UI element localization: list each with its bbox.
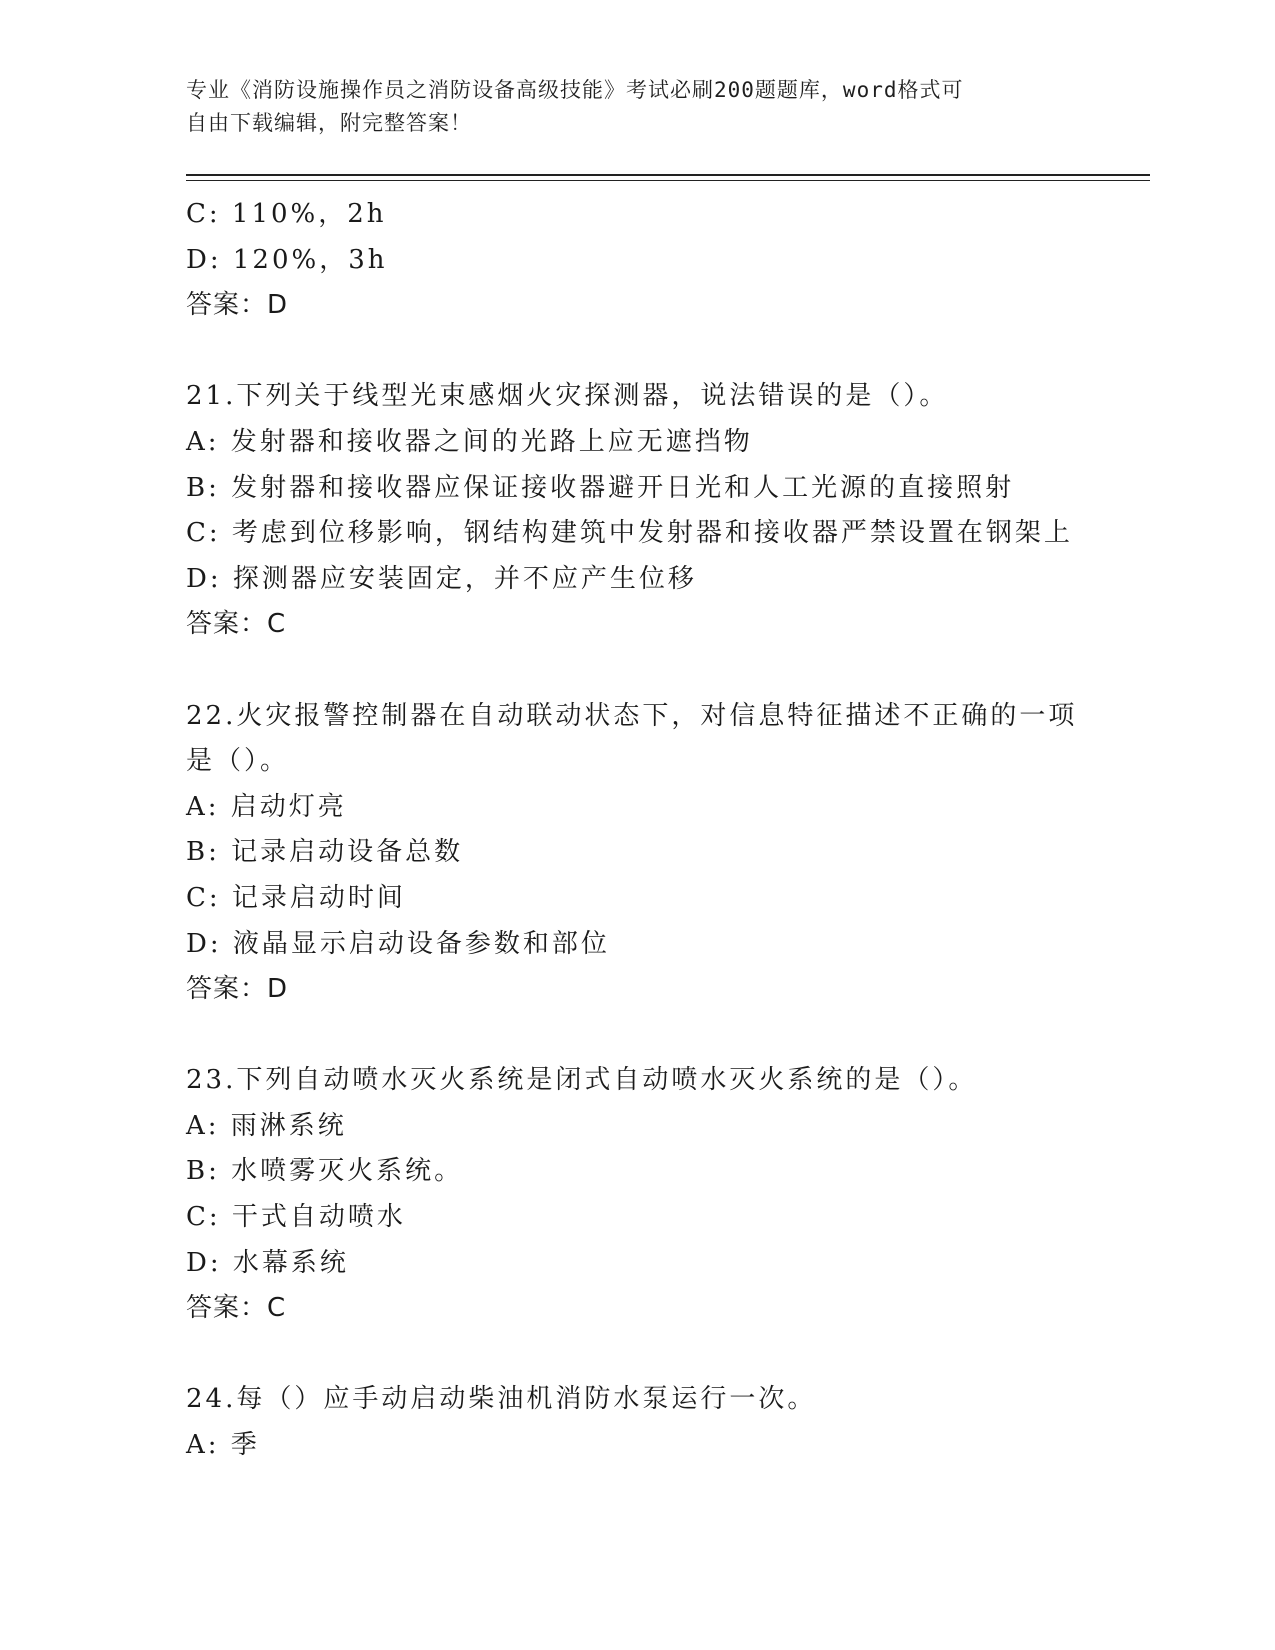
option-b: B: 发射器和接收器应保证接收器避开日光和人工光源的直接照射 — [186, 472, 1015, 503]
header-title-line-2: 自由下载编辑，附完整答案！ — [186, 111, 472, 135]
question-stem: 24.每（）应手动启动柴油机消防水泵运行一次。 — [186, 1384, 817, 1415]
option-a: A: 雨淋系统 — [186, 1110, 347, 1141]
question-stem: 22.火灾报警控制器在自动联动状态下，对信息特征描述不正确的一项 — [186, 700, 1078, 731]
question-20-continued — [186, 192, 1126, 329]
spacer — [186, 329, 1126, 375]
option-a: A: 季 — [186, 1430, 260, 1461]
option-c: C: 考虑到位移影响，钢结构建筑中发射器和接收器严禁设置在钢架上 — [186, 518, 1073, 549]
option-d: D: 探测器应安装固定，并不应产生位移 — [186, 563, 697, 594]
option-b: B: 记录启动设备总数 — [186, 837, 464, 868]
question-22 — [186, 694, 1126, 1013]
page-header — [186, 74, 1086, 140]
answer-line: 答案：C — [186, 1293, 287, 1324]
answer-line: 答案：D — [186, 290, 289, 321]
question-stem: 21.下列关于线型光束感烟火灾探测器，说法错误的是（）。 — [186, 381, 949, 412]
spacer — [186, 1332, 1126, 1378]
option-d: D: 120%，3h — [186, 244, 388, 275]
option-c: C: 记录启动时间 — [186, 882, 406, 913]
option-a: A: 启动灯亮 — [186, 791, 347, 822]
header-divider-thin — [186, 180, 1150, 181]
option-b: B: 水喷雾灭火系统。 — [186, 1156, 464, 1187]
spacer — [186, 1013, 1126, 1059]
question-24 — [186, 1377, 1126, 1468]
answer-line: 答案：D — [186, 974, 289, 1005]
option-d: D: 液晶显示启动设备参数和部位 — [186, 928, 610, 959]
header-divider-thick — [186, 174, 1150, 176]
question-21 — [186, 374, 1126, 648]
question-list — [186, 192, 1126, 1469]
option-c: C: 干式自动喷水 — [186, 1202, 406, 1233]
option-c: C: 110%，2h — [186, 199, 387, 229]
option-d: D: 水幕系统 — [186, 1247, 349, 1278]
question-23 — [186, 1058, 1126, 1332]
question-stem-continued: 是（）。 — [186, 746, 290, 777]
spacer — [186, 648, 1126, 694]
header-title-line-1: 专业《消防设施操作员之消防设备高级技能》考试必刷200题题库，word格式可 — [186, 78, 964, 102]
answer-line: 答案：C — [186, 609, 287, 640]
question-stem: 23.下列自动喷水灭火系统是闭式自动喷水灭火系统的是（）。 — [186, 1065, 978, 1096]
option-a: A: 发射器和接收器之间的光路上应无遮挡物 — [186, 426, 753, 457]
